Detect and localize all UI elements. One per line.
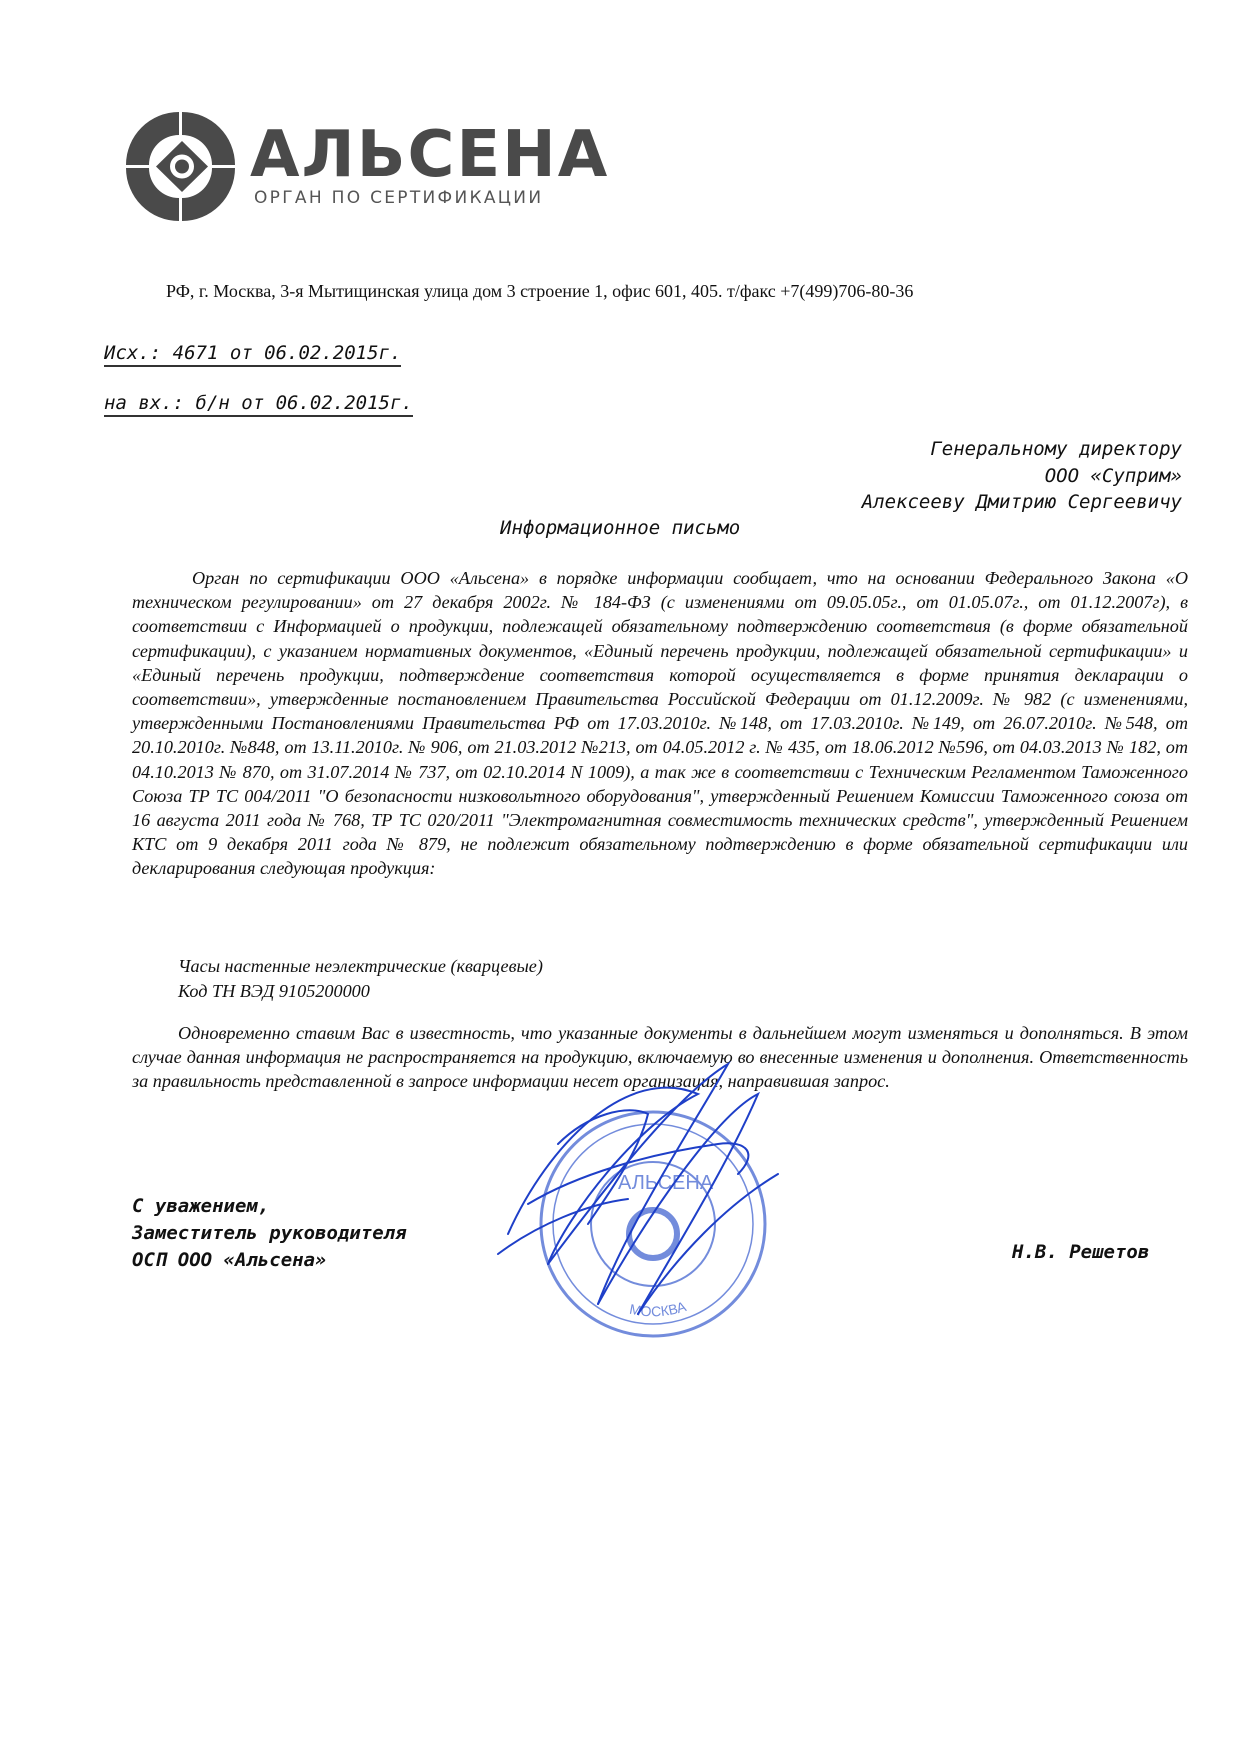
- product-code: Код ТН ВЭД 9105200000: [178, 981, 370, 1001]
- company-logo: [122, 108, 610, 223]
- recipient-name: Алексееву Дмитрию Сергеевичу: [861, 491, 1182, 513]
- stamp-ring-text: МОСКВА: [628, 1298, 688, 1320]
- body-paragraph-2: Одновременно ставим Вас в известность, что указанные документы в дальнейшем могут изменяться и дополняться. В этом случае данная информация не распространяется на продукцию, включаемую во внесенные изменения и дополнения. Ответственность за правильность представленной в запросе информации несет организация, направившая запрос.: [132, 1023, 1188, 1092]
- outgoing-reference: Исх.: 4671 от 06.02.2015г.: [104, 342, 401, 367]
- closing-regards: С уважением,: [132, 1195, 270, 1217]
- product-block: [178, 954, 543, 1004]
- closing-block: [132, 1193, 407, 1274]
- recipient-position: Генеральному директору: [930, 438, 1182, 460]
- product-name: Часы настенные неэлектрические (кварцевые): [178, 956, 543, 976]
- recipient-block: [862, 436, 1182, 516]
- company-address: РФ, г. Москва, 3-я Мытищинская улица дом 3 строение 1, офис 601, 405. т/факс +7(499)706-80-36: [166, 281, 914, 301]
- logo-emblem-icon: [122, 108, 242, 223]
- closing-position: Заместитель руководителя: [132, 1222, 407, 1244]
- official-stamp-icon: [541, 1112, 765, 1336]
- svg-text:МОСКВА: [628, 1298, 688, 1320]
- company-subtitle: ОРГАН ПО СЕРТИФИКАЦИИ: [254, 188, 544, 208]
- signer-name: Н.В. Решетов: [1012, 1241, 1150, 1263]
- incoming-reference: на вх.: б/н от 06.02.2015г.: [104, 392, 413, 417]
- document-title: Информационное письмо: [500, 517, 741, 539]
- company-name: АЛЬСЕНА: [250, 118, 610, 192]
- body-paragraph-1: Орган по сертификации ООО «Альсена» в порядке информации сообщает, что на основании Федерального Закона «О техническом регулировании» от 27 декабря 2002г. № 184-ФЗ (с изменениями от 09.05.05г., от 01.05.07г., от 01.12.2007г), в соответствии с Информацией о продукции, подлежащей обязательному подтверждению соответствия (в форме обязательной сертификации), с указанием нормативных документов, «Единый перечень продукции, подлежащей обязательной сертификации» и «Единый перечень продукции, подтверждение соответствия которой осуществляется в форме принятия декларации о соответствии», утвержденные постановлением Правительства Российской Федерации от 01.12.2009г. № 982 (с изменениями, утвержденными Постановлениями Правительства РФ от 17.03.2010г. №148, от 17.03.2010г. №149, от 26.07.2010г. №548, от 20.10.2010г. №848, от 13.11.2010г. № 906, от 21.03.2012 №213, от 04.05.2012 г. № 435, от 18.06.2012 №596, от 04.03.2013 № 182, от 04.10.2013 № 870, от 31.07.2014 № 737, от 02.10.2014 N 1009), а так же в соответствии с Техническим Регламентом Таможенного Союза ТР ТС 004/2011 "О безопасности низковольтного оборудования", утвержденный Решением Комиссии Таможенного союза от 16 августа 2011 года № 768, ТР ТС 020/2011 "Электромагнитная совместимость технических средств", утвержденный Решением КТС от 9 декабря 2011 года № 879, не подлежит обязательному подтверждению в форме обязательной сертификации или декларирования следующая продукция:: [132, 568, 1188, 879]
- closing-organization: ОСП ООО «Альсена»: [132, 1249, 327, 1271]
- recipient-organization: ООО «Суприм»: [1044, 464, 1182, 487]
- stamp-center-text: АЛЬСЕНА: [618, 1172, 714, 1194]
- stamp-and-signature: [488, 1054, 788, 1354]
